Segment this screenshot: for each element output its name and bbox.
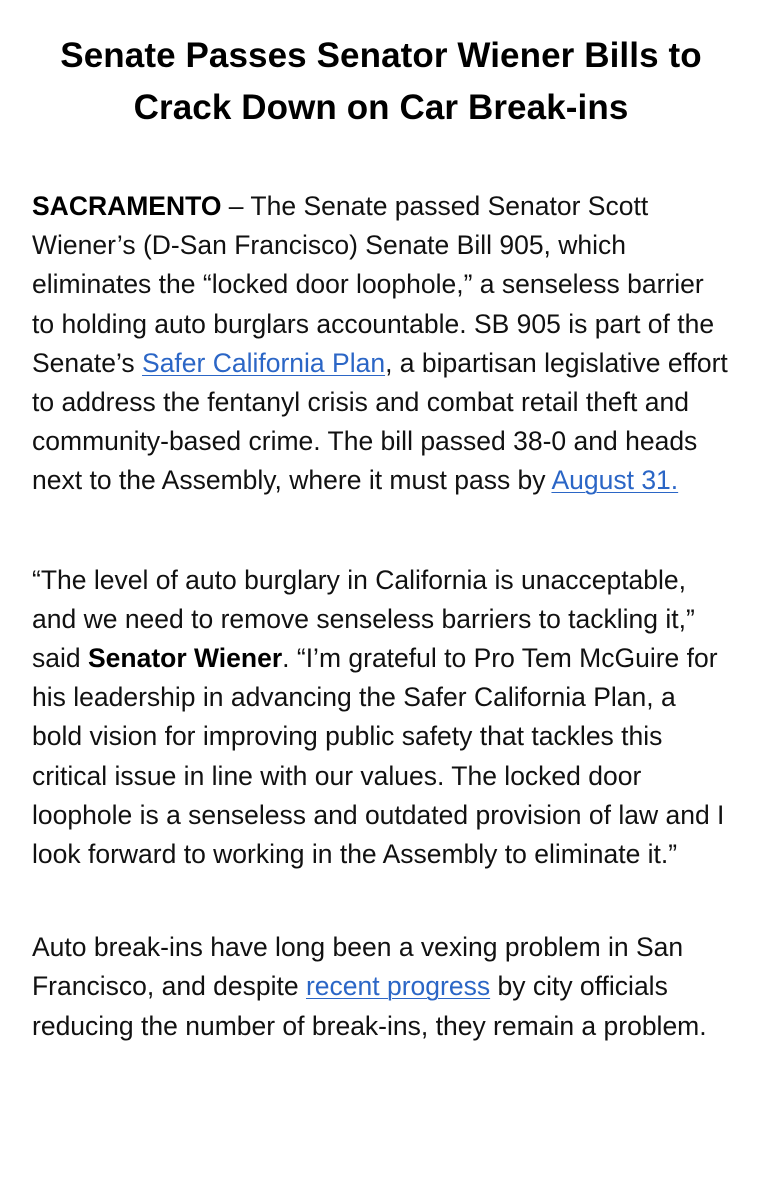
article-title-line-1: Senate Passes Senator Wiener Bills to	[60, 36, 702, 75]
paragraph-3-text-b: by city officials reducing the number of break-ins, they remain a problem.	[32, 971, 707, 1041]
paragraph-2-text-b: . “I’m grateful to Pro Tem McGuire for his leadership in advancing the Safer California Plan, a bold vision for improving public safety that tackles this critical issue in line with our values. The locked door loophole is a senseless and outdated provision of law and I look forward to working in the Assembly to eliminate it.”	[32, 643, 725, 870]
paragraph-1-text-b: , a bipartisan legislative effort to address the fentanyl crisis and combat retail theft and community-based crime. The bill passed 38-0 and heads next to the Assembly, where it must pass by	[32, 347, 728, 496]
dateline: SACRAMENTO	[32, 191, 222, 221]
august-31-link[interactable]: August 31.	[551, 465, 679, 496]
senator-name: Senator Wiener	[87, 643, 283, 674]
paragraph-2-text-a: “The level of auto burglary in California is unacceptable, and we need to remove senseless barriers to tackling it,” said	[32, 564, 695, 674]
safer-california-plan-link[interactable]: Safer California Plan	[142, 347, 386, 378]
paragraph-1	[32, 187, 730, 501]
paragraph-3	[32, 928, 730, 1046]
paragraph-2	[32, 561, 730, 875]
article-title	[32, 0, 730, 134]
paragraph-3-text-a: Auto break-ins have long been a vexing problem in San Francisco, and despite	[32, 932, 684, 1002]
article-title-line-2: Crack Down on Car Break-ins	[133, 88, 629, 127]
recent-progress-link[interactable]: recent progress	[305, 971, 491, 1002]
paragraph-1-text-a: – The Senate passed Senator Scott Wiener’s (D-San Francisco) Senate Bill 905, which eliminates the “locked door loophole,” a senseless barrier to holding auto burglars accountable. SB 905 is part of the Senate’s	[32, 191, 715, 378]
